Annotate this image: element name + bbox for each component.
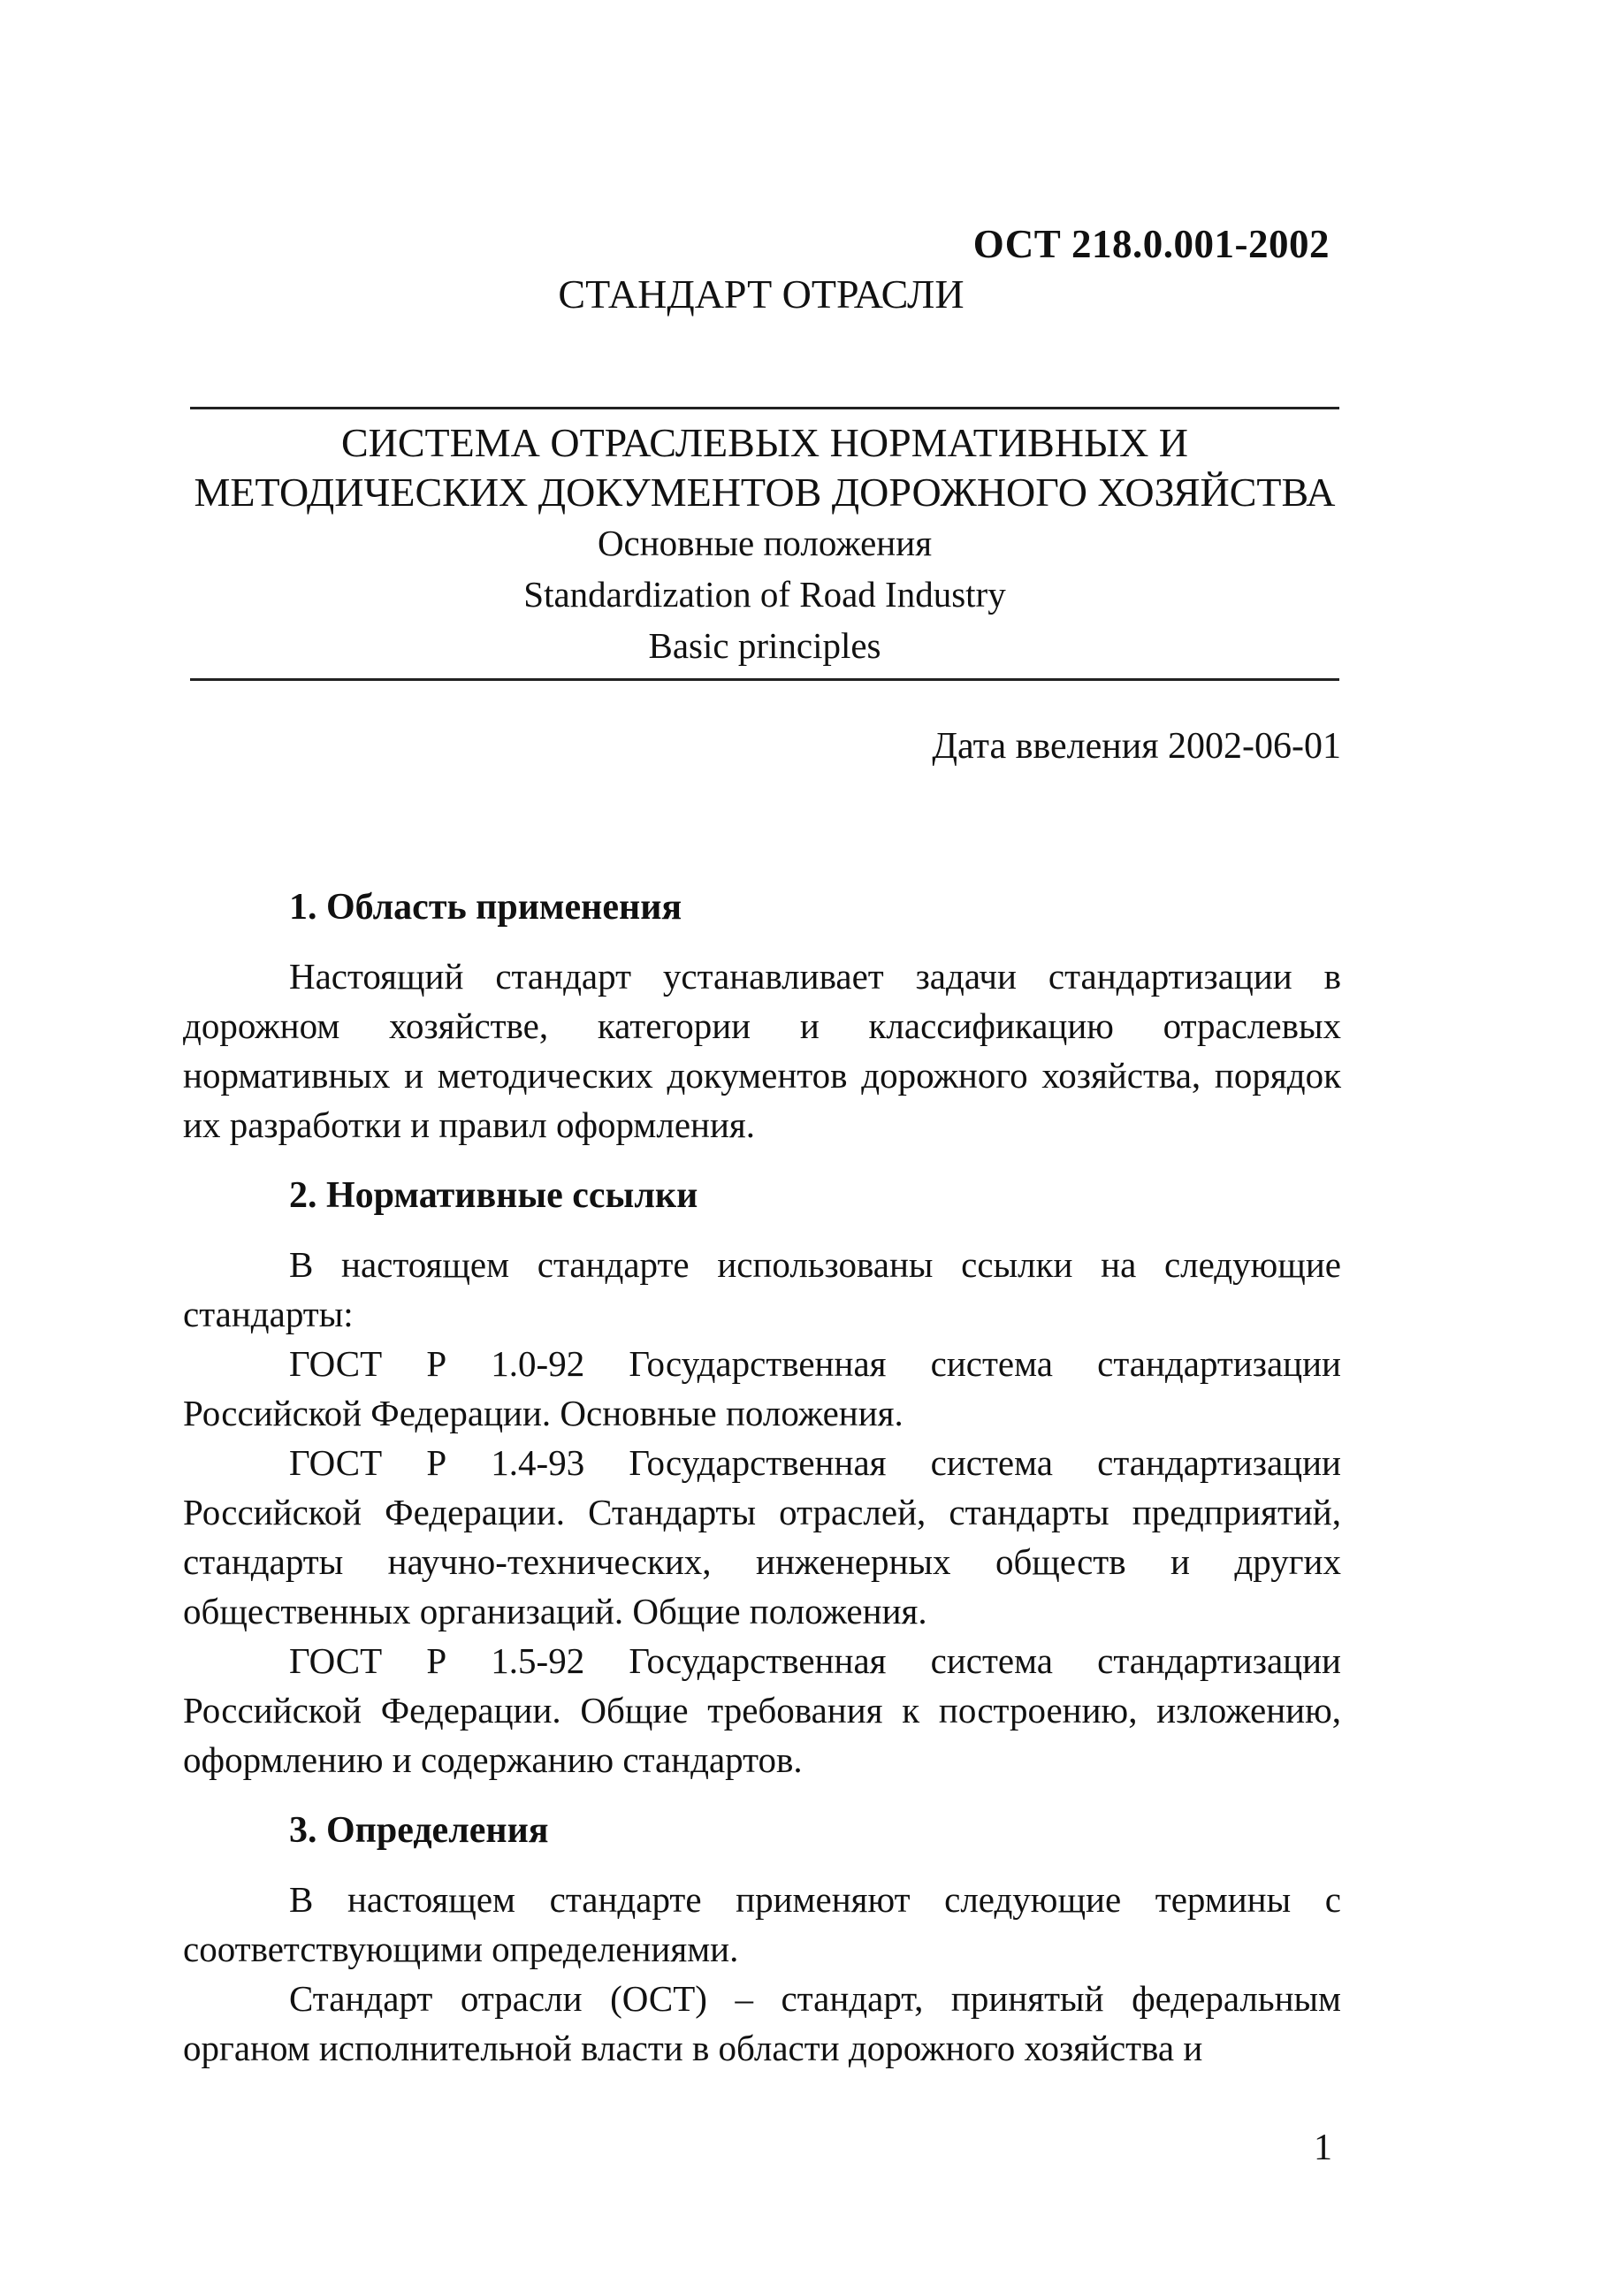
reference-item: ГОСТ Р 1.5-92 Государственная система стандартизации Российской Федерации. Общие требования к построению, изложению, оформлению и содержанию стандартов. [183, 1640, 1341, 1780]
title-en: Standardization of Road Industry [523, 574, 1006, 615]
page-number: 1 [1314, 2128, 1332, 2168]
introduction-date: Дата ввеления 2002-06-01 [932, 726, 1341, 767]
document-code: ОСТ 218.0.001-2002 [972, 222, 1330, 266]
document-body [183, 883, 1341, 2073]
section-heading-references: 2. Нормативные ссылки [289, 1175, 698, 1216]
definitions-intro: В настоящем стандарте применяют следующие термины с соответствующими определениями. [183, 1879, 1341, 1969]
spacer [183, 1784, 1341, 1806]
section-heading-definitions: 3. Определения [289, 1810, 549, 1851]
title-top-rule [190, 407, 1339, 409]
references-intro: В настоящем стандарте использованы ссылки на следующие стандарты: [183, 1244, 1341, 1334]
subtitle-ru: Основные положения [597, 523, 933, 563]
title-block [190, 407, 1339, 681]
subtitle-en: Basic principles [648, 625, 881, 666]
title-bottom-rule [190, 678, 1339, 681]
spacer [183, 1150, 1341, 1171]
definition-ost: Стандарт отрасли (ОСТ) – стандарт, принятый федеральным органом исполнительной власти в области дорожного хозяйства и [183, 1978, 1341, 2068]
reference-item: ГОСТ Р 1.0-92 Государственная система стандартизации Российской Федерации. Основные положения. [183, 1343, 1341, 1433]
section-heading-scope: 1. Область применения [289, 887, 682, 928]
section-text-scope: Настоящий стандарт устанавливает задачи стандартизации в дорожном хозяйстве, категории и классификацию отраслевых нормативных и методических документов дорожного хозяйства, порядок их разработки и правил оформления. [183, 956, 1341, 1145]
title-line-2: МЕТОДИЧЕСКИХ ДОКУМЕНТОВ ДОРОЖНОГО ХОЗЯЙСТВА [194, 470, 1336, 515]
standard-kind: СТАНДАРТ ОТРАСЛИ [558, 271, 964, 317]
title-line-1: СИСТЕМА ОТРАСЛЕВЫХ НОРМАТИВНЫХ И [340, 420, 1189, 465]
reference-item: ГОСТ Р 1.4-93 Государственная система стандартизации Российской Федерации. Стандарты отраслей, стандарты предприятий, стандарты научно-технических, инженерных обществ и других общественных организаций. Общие положения. [183, 1442, 1341, 1631]
